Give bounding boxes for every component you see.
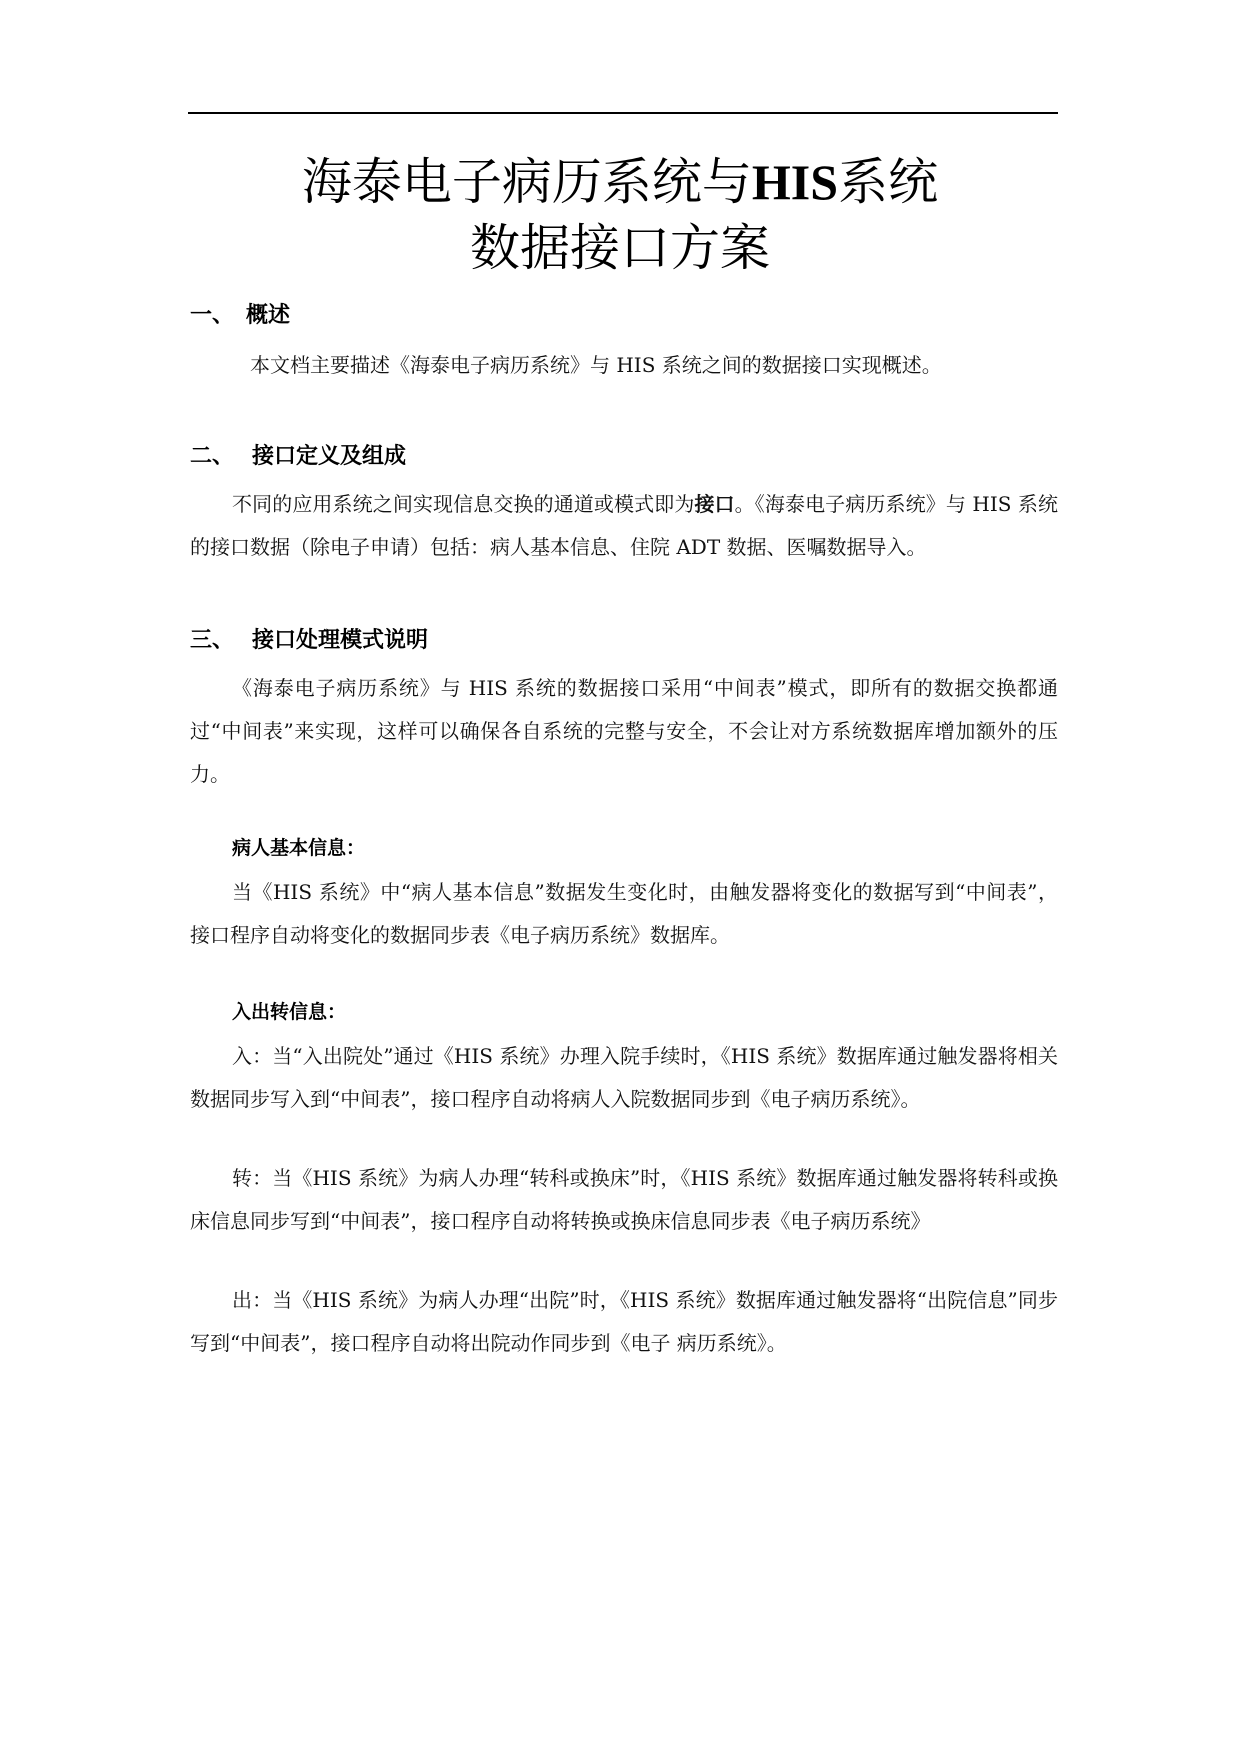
subsection-heading-admission-transfer: 入出转信息：: [232, 1001, 347, 1023]
document-title-line-2: 数据接口方案: [470, 219, 770, 277]
paragraph-bold-term: 接口: [694, 492, 735, 516]
section-number: 一、: [190, 303, 235, 328]
overview-paragraph: 本文档主要描述《海泰电子病历系统》与 HIS 系统之间的数据接口实现概述。: [250, 353, 942, 377]
section-heading-processing-mode: [190, 626, 428, 656]
section-title: 概述: [246, 303, 291, 328]
discharge-paragraph: 出：当《HIS 系统》为病人办理“出院”时，《HIS 系统》数据库通过触发器将“出院信息”同步写到“中间表”，接口程序自动将出院动作同步到《电子 病历系统》。: [190, 1288, 1058, 1355]
transfer-paragraph: 转：当《HIS 系统》为病人办理“转科或换床”时，《HIS 系统》数据库通过触发器将转科或换床信息同步写到“中间表”，接口程序自动将转换或换床信息同步表《电子病历系统》: [190, 1166, 1058, 1233]
section-title: 接口定义及组成: [252, 444, 407, 469]
header-rule: [188, 112, 1058, 114]
section-heading-overview: [190, 301, 290, 331]
title-cn-part: 海泰电子病历系统与: [301, 153, 752, 211]
paragraph-rest: 。《海泰电子病历系统》与 HIS 系统的接口数据（除电子申请）包括：病人基本信息、住院 ADT 数据、医嘱数据导入。: [190, 492, 1059, 559]
paragraph-lead: 不同的应用系统之间实现信息交换的通道或模式即为: [232, 492, 695, 516]
admission-paragraph: 入：当“入出院处”通过《HIS 系统》办理入院手续时，《HIS 系统》数据库通过触发器将相关数据同步写入到“中间表”，接口程序自动将病人入院数据同步到《电子病历系统》。: [190, 1044, 1058, 1111]
title-end-part: 系统: [838, 153, 939, 211]
subsection-heading-patient-info: 病人基本信息：: [232, 837, 366, 859]
document-title-line-1: [0, 152, 1240, 212]
section-number: 二、: [190, 444, 235, 469]
section-number: 三、: [190, 628, 235, 653]
section-title: 接口处理模式说明: [252, 628, 429, 653]
processing-mode-paragraph: 《海泰电子病历系统》与 HIS 系统的数据接口采用“中间表”模式，即所有的数据交换都通过“中间表”来实现，这样可以确保各自系统的完整与安全，不会让对方系统数据库增加额外的压力。: [190, 676, 1058, 786]
interface-definition-paragraph: [190, 483, 1058, 569]
patient-info-paragraph: 当《HIS 系统》中“病人基本信息”数据发生变化时，由触发器将变化的数据写到“中间表”，接口程序自动将变化的数据同步表《电子病历系统》数据库。: [190, 880, 1058, 947]
section-heading-interface-definition: [190, 442, 406, 472]
title-latin-part: HIS: [751, 154, 839, 210]
